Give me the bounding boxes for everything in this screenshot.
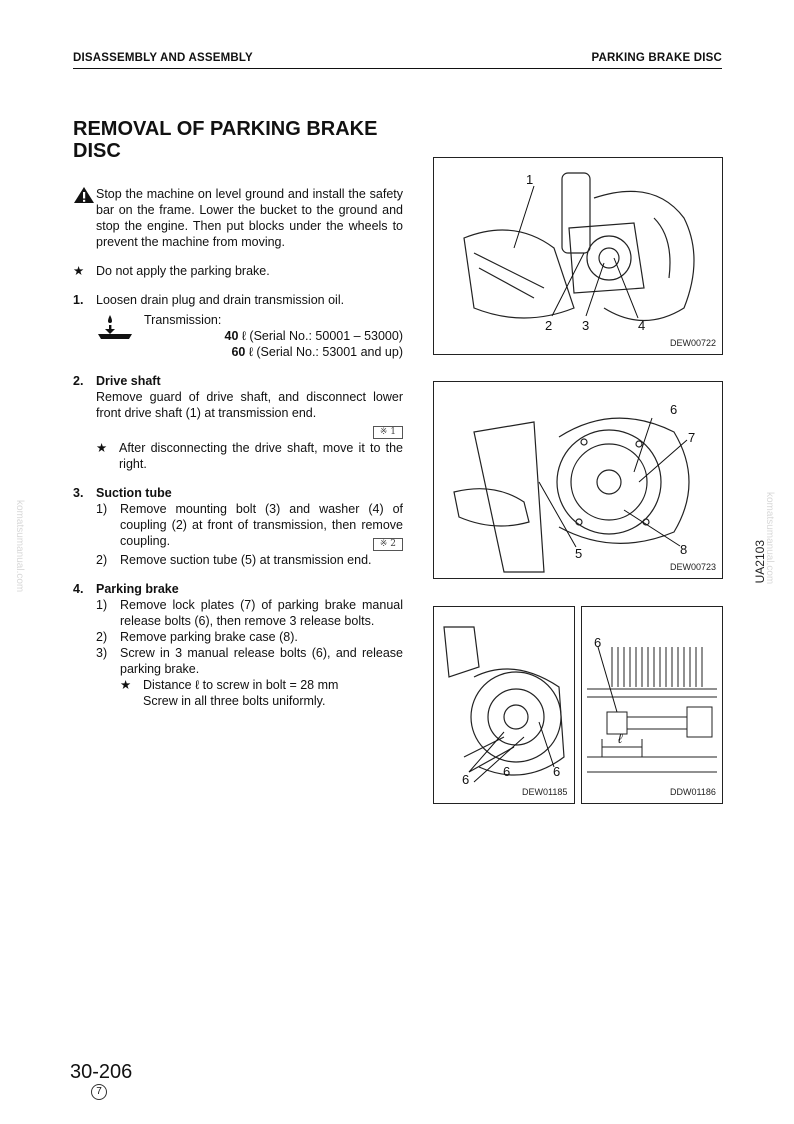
figure-id: DEW00723	[670, 562, 717, 572]
figure-bolt-distance	[581, 606, 723, 804]
oil-capacity	[96, 312, 403, 360]
step-heading: Drive shaft	[96, 374, 161, 388]
step-number: 4.	[73, 582, 84, 596]
step-note	[96, 440, 403, 472]
figure-id: DEW00722	[670, 338, 717, 348]
star-marker: ★	[96, 441, 108, 455]
sub-step-text: Remove parking brake case (8).	[120, 630, 298, 644]
warning-icon	[73, 186, 96, 250]
sub-step: 3) Screw in 3 manual release bolts (6), and release parking brake. ★ Distance ℓ to screw in bolt = 28 mm Screw in all three bolts uniformly.	[96, 646, 403, 708]
figure-illustration	[434, 158, 722, 354]
star-marker: ★	[120, 678, 132, 692]
oil-line-2: 60 ℓ (Serial No.: 53001 and up)	[231, 345, 403, 359]
sub-step-text: Screw in 3 manual release bolts (6), and release parking brake.	[120, 646, 403, 676]
header-rule	[73, 68, 722, 69]
star-marker: ★	[73, 264, 85, 278]
oil-capacity-text	[144, 312, 403, 360]
sub-step: 2) Remove parking brake case (8).	[96, 629, 403, 645]
figure-suction-tube	[433, 381, 723, 579]
figure-callout: 3	[582, 318, 590, 333]
oil-line-1: 40 ℓ (Serial No.: 50001 – 53000)	[224, 329, 403, 343]
reference-mark: ※ 2	[373, 538, 403, 551]
figure-release-bolts	[433, 606, 575, 804]
watermark-left: komatsumanual.com	[14, 500, 25, 593]
sub-step-text: Remove mounting bolt (3) and washer (4) of coupling (2) at front of transmission, then remove coupling.	[120, 502, 403, 548]
header-topic: PARKING BRAKE DISC	[591, 52, 722, 64]
page-title: REMOVAL OF PARKING BRAKE DISC	[73, 118, 378, 162]
figure-id: DDW01186	[670, 787, 716, 797]
figure-id: DEW01185	[522, 787, 568, 797]
document-side-id: UA2103	[753, 540, 767, 584]
page-number: 30-206	[70, 1061, 133, 1083]
step-text: Loosen drain plug and drain transmission oil.	[96, 293, 345, 307]
figure-callout: 6	[670, 402, 678, 417]
oil-label: Transmission:	[144, 313, 222, 327]
figure-callout: 6	[553, 764, 561, 779]
figure-callout: 7	[688, 430, 696, 445]
figure-drive-shaft-coupling	[433, 157, 723, 355]
figure-callout: 4	[638, 318, 646, 333]
step-note-text: After disconnecting the drive shaft, move it to the right.	[119, 441, 403, 471]
sub-step-text: Remove lock plates (7) of parking brake manual release bolts (6), then remove 3 release bolts.	[120, 598, 403, 628]
step-3	[73, 485, 403, 568]
sub-step: 1) Remove mounting bolt (3) and washer (4) of coupling (2) at front of transmission, then remove coupling. ※ 2	[96, 502, 403, 549]
step-2	[73, 373, 403, 472]
step-note	[120, 677, 403, 709]
figure-illustration	[582, 607, 722, 803]
figure-callout: 6	[503, 764, 511, 779]
pre-note	[73, 263, 403, 279]
sub-step: 1) Remove lock plates (7) of parking brake manual release bolts (6), then remove 3 release bolts.	[96, 598, 403, 628]
reference-mark: ※ 1	[373, 426, 403, 439]
step-heading: Suction tube	[96, 486, 172, 500]
step-4	[73, 581, 403, 709]
oil-drain-icon	[96, 312, 144, 360]
step-heading: Parking brake	[96, 582, 179, 596]
figure-callout: ℓ	[618, 731, 623, 746]
step-note-line-1: Distance ℓ to screw in bolt = 28 mm	[143, 678, 339, 692]
step-text: Remove guard of drive shaft, and disconnect lower front drive shaft (1) at transmission end.	[96, 390, 403, 420]
pre-note-text: Do not apply the parking brake.	[96, 264, 270, 278]
step-number: 2.	[73, 374, 84, 388]
figure-callout: 1	[526, 172, 534, 187]
step-1	[73, 292, 403, 308]
step-note-line-2: Screw in all three bolts uniformly.	[143, 694, 326, 708]
sub-step-text: Remove suction tube (5) at transmission end.	[120, 553, 372, 567]
figure-callout: 8	[680, 542, 688, 557]
header-section: DISASSEMBLY AND ASSEMBLY	[73, 52, 253, 64]
figure-callout: 6	[594, 635, 602, 650]
revision-mark: 7	[91, 1084, 107, 1100]
figure-callout: 6	[462, 772, 470, 787]
instructions	[73, 186, 403, 709]
sub-step: 2) Remove suction tube (5) at transmission end.	[96, 552, 403, 568]
step-number: 1.	[73, 293, 84, 307]
step-number: 3.	[73, 486, 84, 500]
figure-callout: 5	[575, 546, 583, 561]
figure-callout: 2	[545, 318, 553, 333]
watermark-right: komatsumanual.com	[764, 492, 775, 585]
warning-block	[73, 186, 403, 250]
warning-text: Stop the machine on level ground and install the safety bar on the frame. Lower the bucket to the ground and stop the engine. Then put blocks under the wheels to prevent the machine from moving.	[96, 187, 403, 249]
